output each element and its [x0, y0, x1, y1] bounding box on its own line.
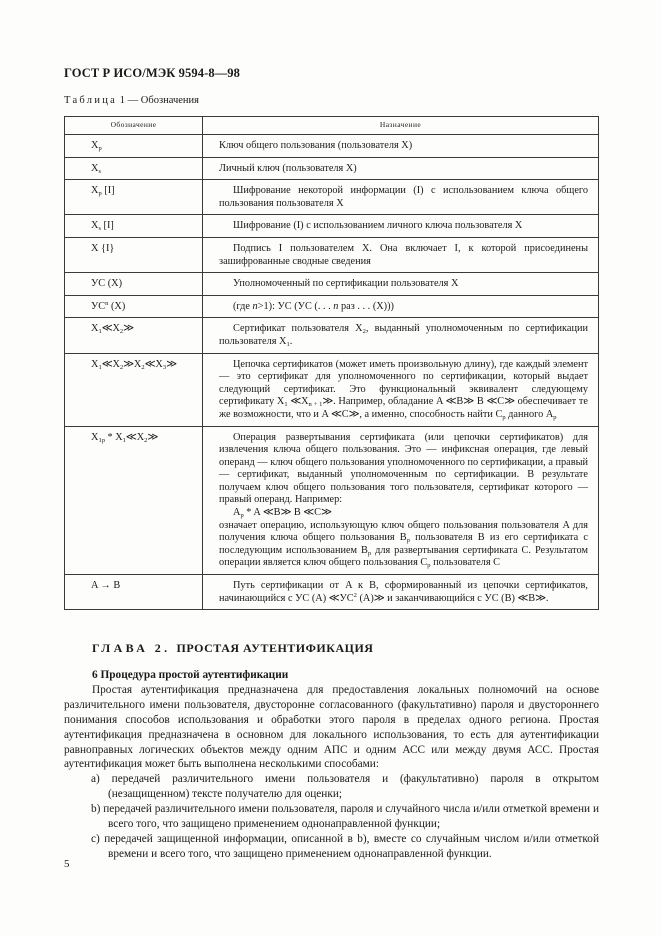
symbol-cell: УС (X) — [65, 273, 203, 296]
symbol-cell: $X_1≪X_2≫X_2≪X_3≫$ — [65, 353, 203, 426]
document-header: ГОСТ Р ИСО/МЭК 9594-8—98 — [64, 66, 240, 80]
list-item-c: c) передачей защищенной информации, описанной в b), вместе со случайным числом и/или отметкой времени и всего того, что защищено применением однонаправленной функции. — [91, 832, 599, 860]
symbol-cell: $УС^n$ (X) — [65, 295, 203, 318]
table-row — [65, 157, 599, 180]
table-row — [65, 180, 599, 215]
table-row — [65, 318, 599, 353]
list-item-b: b) передачей различительного имени пользователя, пароля и случайного числа и/или отметкой времени и всего того, что защищено применением однонаправленной функции; — [91, 803, 599, 831]
chapter-heading — [92, 641, 373, 656]
table-caption — [64, 95, 199, 106]
meaning-cell: Личный ключ (пользователя X) — [203, 157, 599, 180]
meaning-cell: Ключ общего пользования (пользователя X) — [203, 135, 599, 158]
meaning-cell: (где n>1): УС (УС (. . . n раз . . . (X))) — [203, 295, 599, 318]
meaning-cell: Сертификат пользователя $X_2$, выданный уполномоченным по сертификации пользователя $X_1$. — [203, 318, 599, 353]
symbol-cell: A → B — [65, 575, 203, 610]
chapter-label: ГЛАВА 2. — [92, 641, 171, 655]
meaning-cell: Операция развертывания сертификата (или цепочки сертификатов) для извлечения ключа общего пользования. Это — инфиксная операция, где левый операнд — ключ общего пользования уполномоченного по сертификации, а правый — сертификат, выданный уполномоченным по сертификации. В результате получаем ключ общего пользования того пользователя, сертификат которого — правый операнд. Например: $A_p$ * A ≪B≫ B ≪C≫ означает операцию, использующую ключ общего пользования пользователя A для получения ключа общего пользования $B_p$ пользователя B из его сертификата с последующим использованием $B_p$ для развертывания сертификата C. Результатом операции является ключ общего пользования $C_p$ пользователя C — [203, 426, 599, 575]
table-caption-title: 1 — Обозначения — [117, 95, 199, 106]
table-row — [65, 426, 599, 575]
symbol-cell: $X_s$ [I] — [65, 215, 203, 238]
column-header-symbol: Обозначение — [65, 117, 203, 135]
list-item-a: a) передачей различительного имени пользователя и (факультативно) пароля в открытом (незащищенном) тексте получателю для оценки; — [91, 773, 599, 801]
column-header-meaning: Назначение — [203, 117, 599, 135]
section-title: 6 Процедура простой аутентификации — [92, 669, 289, 681]
table-row — [65, 575, 599, 610]
table-row — [65, 353, 599, 426]
symbol-cell: $X_{1p}$ * $X_1≪X_2≫$ — [65, 426, 203, 575]
table-header-row — [65, 117, 599, 135]
table-row — [65, 215, 599, 238]
notation-table — [64, 116, 599, 610]
meaning-cell: Цепочка сертификатов (может иметь произвольную длину), где каждый элемент — это сертификат для уполномоченного по сертификации, который выдает следующий сертификат. Это функциональный эквивалент следующему сертификату $X_1$ $≪X_{n + 1}≫$. Например, обладание A ≪B≫ B ≪C≫ обеспечивает те же возможности, что и A ≪C≫, а именно, способность найти $C_p$ данного $A_p$ — [203, 353, 599, 426]
section-paragraph: Простая аутентификация предназначена для предоставления локальных полномочий на основе различительного имени пользователя, двусторонне согласованного (факультативно) пароля и двустороннего понимания способов использования и обработки этого пароля в пределах одного региона. Простая аутентификация предназначена в основном для локального использования, то есть для аутентификации равноправных логических объектов между одним АПС и одним АСС или между двумя АСС. Простая аутентификация может быть выполнена несколькими способами: — [64, 683, 599, 771]
symbol-cell: X {I} — [65, 237, 203, 272]
chapter-title: ПРОСТАЯ АУТЕНТИФИКАЦИЯ — [176, 641, 374, 655]
symbol-cell: $X_s$ — [65, 157, 203, 180]
table-row — [65, 295, 599, 318]
table-row — [65, 135, 599, 158]
meaning-cell: Путь сертификации от A к B, сформированный из цепочки сертификатов, начинающийся с УС (A) $≪УС^2$ (A)≫ и заканчивающийся с УС (B) ≪B≫. — [203, 575, 599, 610]
section-body — [64, 668, 599, 862]
meaning-cell: Шифрование некоторой информации (I) с использованием ключа общего пользования пользователя X — [203, 180, 599, 215]
table-row — [65, 273, 599, 296]
meaning-cell: Уполномоченный по сертификации пользователя X — [203, 273, 599, 296]
meaning-cell: Подпись I пользователем X. Она включает I, к которой присоединены зашифрованные сводные сведения — [203, 237, 599, 272]
table-row — [65, 237, 599, 272]
meaning-cell: Шифрование (I) с использованием личного ключа пользователя X — [203, 215, 599, 238]
table-caption-label: Таблица — [64, 95, 118, 106]
symbol-cell: $X_p$ [I] — [65, 180, 203, 215]
symbol-cell: $X_p$ — [65, 135, 203, 158]
symbol-cell: $X_1≪X_2≫$ — [65, 318, 203, 353]
page-number: 5 — [64, 858, 70, 870]
